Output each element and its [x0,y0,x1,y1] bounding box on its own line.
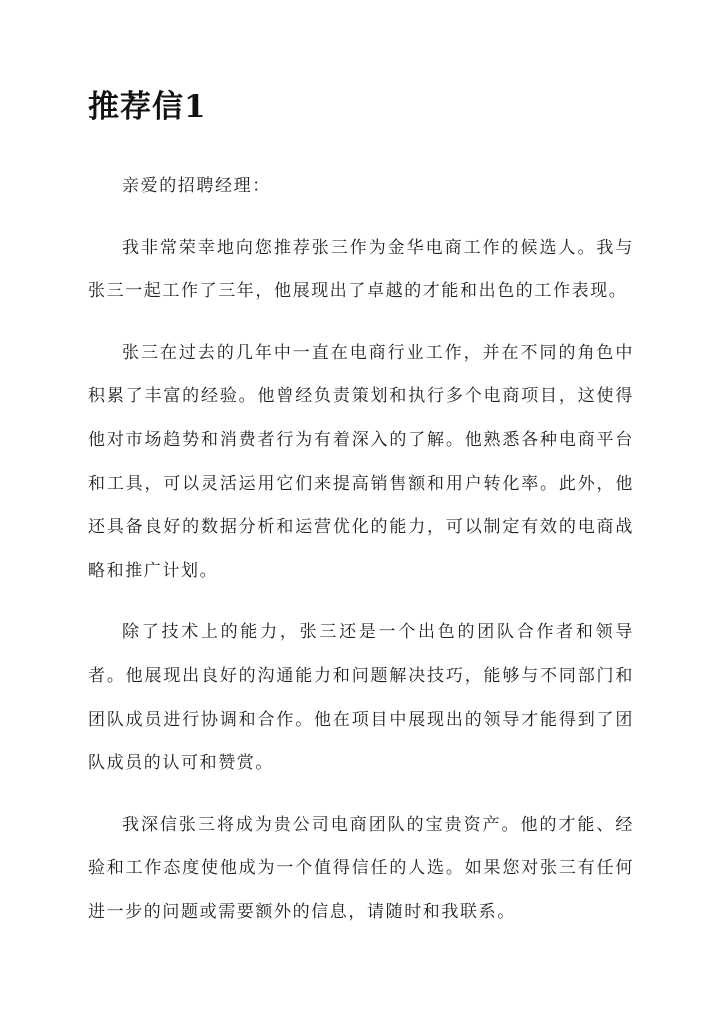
letter-body [88,165,634,953]
salutation: 亲爱的招聘经理： [122,176,271,196]
page-title: 推荐信1 [88,89,207,125]
paragraph-1: 我非常荣幸地向您推荐张三作为金华电商工作的候选人。我与张三一起工作了三年，他展现出了卓越的才能和出色的工作表现。 [88,237,634,302]
paragraph-2: 张三在过去的几年中一直在电商行业工作，并在不同的角色中积累了丰富的经验。他曾经负责策划和执行多个电商项目，这使得他对市场趋势和消费者行为有着深入的了解。他熟悉各种电商平台和工具，可以灵活运用它们来提高销售额和用户转化率。此外，他还具备良好的数据分析和运营优化的能力，可以制定有效的电商战略和推广计划。 [88,342,634,581]
paragraph-3: 除了技术上的能力，张三还是一个出色的团队合作者和领导者。他展现出良好的沟通能力和问题解决技巧，能够与不同部门和团队成员进行协调和合作。他在项目中展现出的领导才能得到了团队成员的认可和赞赏。 [88,622,634,774]
paragraph-4: 我深信张三将成为贵公司电商团队的宝贵资产。他的才能、经验和工作态度使他成为一个值得信任的人选。如果您对张三有任何进一步的问题或需要额外的信息，请随时和我联系。 [88,814,634,922]
